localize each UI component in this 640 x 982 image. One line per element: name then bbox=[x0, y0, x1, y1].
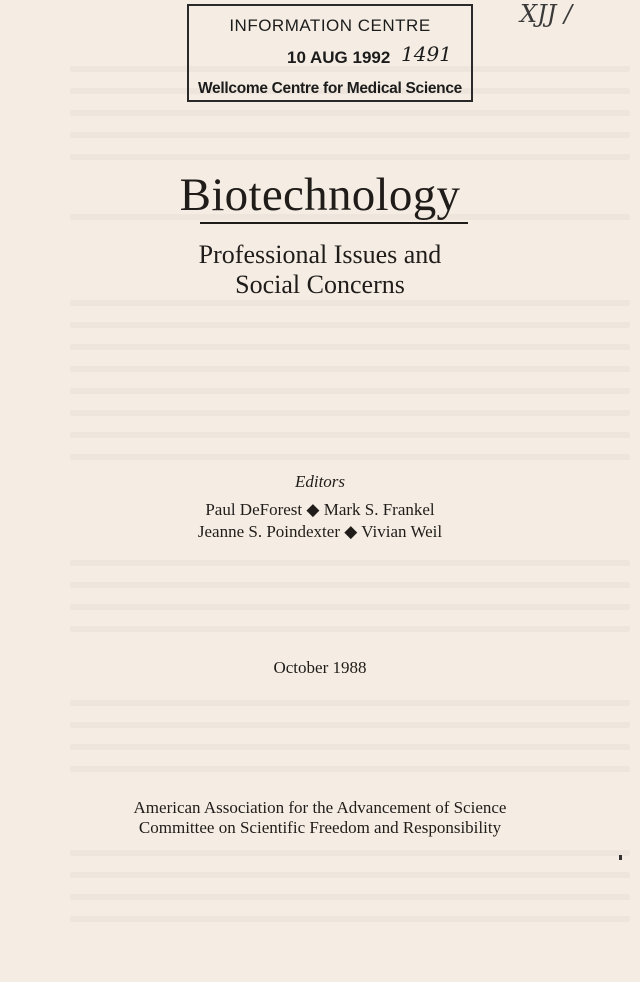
stamp-heading: INFORMATION CENTRE bbox=[229, 16, 431, 35]
editors-line-1: Paul DeForest ◆ Mark S. Frankel bbox=[205, 500, 435, 519]
editors-line-2: Jeanne S. Poindexter ◆ Vivian Weil bbox=[197, 522, 443, 541]
publication-date: October 1988 bbox=[273, 658, 367, 677]
stamp-institution: Wellcome Centre for Medical Science bbox=[197, 80, 462, 97]
library-stamp bbox=[187, 4, 473, 102]
book-title: Biotechnology bbox=[179, 169, 461, 221]
subtitle-line-2: Social Concerns bbox=[235, 270, 405, 299]
publisher-line-2: Committee on Scientific Freedom and Responsibility bbox=[138, 818, 502, 837]
handwritten-corner-note: XJJ / bbox=[520, 0, 573, 28]
stamp-handwritten-number: 1491 bbox=[401, 42, 452, 66]
subtitle-line-1: Professional Issues and bbox=[198, 240, 442, 269]
ink-mark bbox=[619, 855, 622, 860]
editors-label: Editors bbox=[294, 472, 346, 491]
book-subtitle bbox=[0, 240, 640, 300]
title-rule bbox=[200, 222, 468, 224]
publisher-line-1: American Association for the Advancement of Science bbox=[133, 798, 507, 817]
stamp-date: 10 AUG 1992 bbox=[287, 48, 391, 67]
